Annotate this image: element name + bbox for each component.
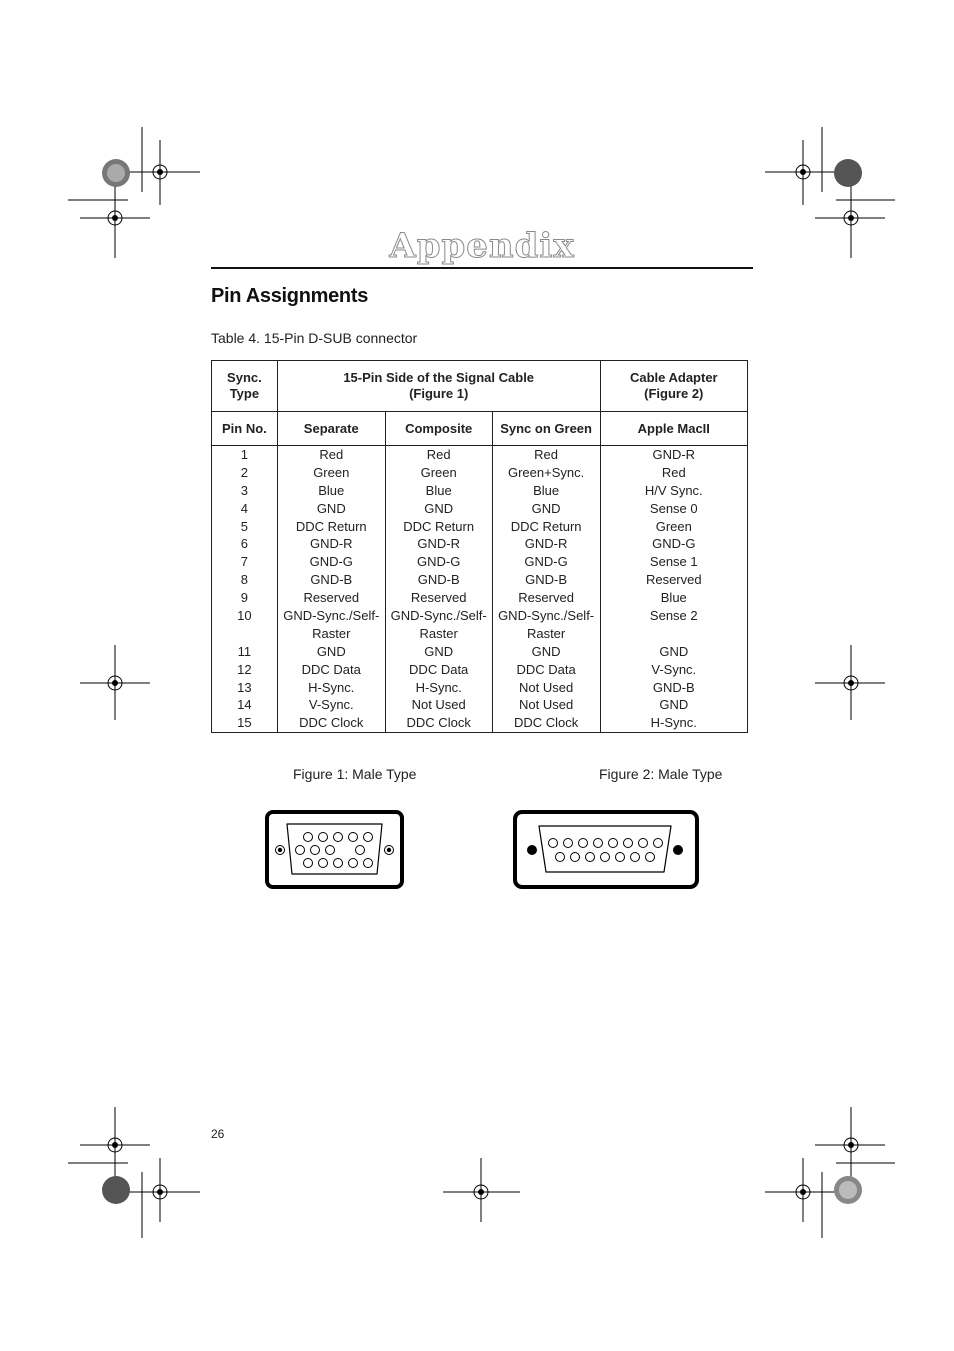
figure1-caption: Figure 1: Male Type	[293, 766, 417, 782]
table-cell: H-Sync.	[650, 715, 697, 731]
column-apple-macii	[600, 446, 747, 733]
table-cell: DDC Data	[516, 661, 576, 677]
table-cell: 12	[237, 661, 252, 677]
table-cell: Green	[313, 464, 350, 480]
table-cell: DDC Data	[301, 661, 361, 677]
table-cell: GND	[659, 643, 689, 659]
figure2-connector-diagram	[513, 810, 699, 890]
heading-divider	[211, 267, 753, 269]
table-cell: V-Sync.	[651, 661, 697, 677]
pin-assignment-table	[211, 360, 748, 733]
header-signal-cable: 15-Pin Side of the Signal Cable (Figure 1)	[277, 361, 600, 412]
table-cell: GND-R	[652, 447, 696, 462]
table-cell: H-Sync.	[308, 679, 355, 695]
table-cell: GND-Sync./Self-	[283, 608, 380, 624]
table-cell: Red	[661, 464, 686, 480]
table-cell: V-Sync.	[308, 697, 354, 713]
table-cell: 9	[240, 590, 249, 606]
table-cell: 2	[240, 464, 249, 480]
column-separate	[277, 446, 385, 733]
column-sync-on-green	[492, 446, 600, 733]
table-cell: GND-Sync./Self-	[390, 608, 487, 624]
table-cell: Blue	[533, 482, 560, 498]
table-cell: GND-G	[652, 536, 696, 552]
table-cell: DDC Return	[510, 518, 582, 534]
table-cell: Green	[655, 518, 692, 534]
table-caption: Table 4. 15-Pin D-SUB connector	[211, 330, 418, 346]
table-cell: DDC Clock	[406, 715, 471, 731]
table-cell: Not Used	[411, 697, 466, 713]
table-cell: DDC Data	[409, 661, 469, 677]
table-cell: Blue	[660, 590, 687, 606]
figure1-connector-diagram	[265, 810, 405, 890]
table-cell: GND-B	[525, 572, 568, 588]
column-pin-no	[212, 446, 278, 733]
table-cell: 5	[240, 518, 249, 534]
table-cell: H-Sync.	[415, 679, 462, 695]
table-cell: GND-B	[310, 572, 353, 588]
table-cell: GND-R	[309, 536, 353, 552]
table-cell: GND-Sync./Self-	[498, 608, 595, 624]
table-cell: Not Used	[519, 679, 574, 695]
column-composite	[385, 446, 492, 733]
table-cell: GND	[424, 643, 454, 659]
table-cell: DDC Clock	[513, 715, 579, 731]
table-cell: H/V Sync.	[644, 482, 703, 498]
table-cell: GND-G	[309, 554, 353, 570]
appendix-heading: Appendix	[389, 226, 575, 266]
table-cell: GND-G	[524, 554, 568, 570]
table-cell: Red	[426, 447, 451, 462]
table-cell: 8	[240, 572, 249, 588]
table-cell: Blue	[425, 482, 452, 498]
table-cell: GND-R	[417, 536, 460, 552]
header-separate: Separate	[277, 412, 385, 446]
figure2-caption: Figure 2: Male Type	[599, 766, 723, 782]
header-pin-no: Pin No.	[212, 412, 278, 446]
table-cell: GND	[424, 500, 454, 516]
table-cell: GND	[316, 643, 346, 659]
table-cell: DDC Clock	[299, 715, 364, 731]
table-cell: Raster	[312, 625, 351, 641]
table-cell: Red	[534, 447, 559, 462]
table-cell: Blue	[318, 482, 345, 498]
table-cell: GND	[531, 500, 561, 516]
table-cell: Sense 1	[649, 554, 698, 570]
table-cell: GND	[659, 697, 689, 713]
header-apple-macii: Apple MacII	[600, 412, 747, 446]
table-cell: 3	[240, 482, 249, 498]
table-cell: 7	[240, 554, 249, 570]
table-cell: 1	[240, 447, 249, 462]
table-cell: Reserved	[410, 590, 467, 606]
table-cell: Sense 0	[649, 500, 698, 516]
table-cell: 11	[237, 643, 252, 659]
header-composite: Composite	[385, 412, 492, 446]
page-number: 26	[211, 1127, 225, 1141]
table-cell: 15	[237, 715, 252, 731]
table-cell: GND-R	[524, 536, 568, 552]
table-cell: GND	[531, 643, 561, 659]
table-cell: 10	[237, 608, 252, 624]
table-body-row	[212, 446, 748, 733]
header-sync-type: Sync. Type	[212, 361, 278, 412]
table-cell: Reserved	[518, 590, 574, 606]
table-cell: Red	[319, 447, 344, 462]
table-cell: GND-G	[417, 554, 461, 570]
table-cell: Raster	[419, 625, 458, 641]
table-cell: Sense 2	[649, 608, 698, 624]
table-cell: DDC Return	[295, 518, 367, 534]
table-cell: 6	[240, 536, 249, 552]
table-cell: Raster	[526, 625, 566, 641]
table-cell	[601, 625, 747, 643]
table-cell: GND	[316, 500, 346, 516]
table-cell: GND-B	[652, 679, 695, 695]
table-cell: 4	[240, 500, 249, 516]
table-cell: Not Used	[519, 697, 574, 713]
table-cell: 14	[237, 697, 252, 713]
table-cell: Reserved	[645, 572, 702, 588]
header-sync-on-green: Sync on Green	[492, 412, 600, 446]
table-cell: Green	[420, 464, 457, 480]
table-cell: 13	[237, 679, 252, 695]
section-title: Pin Assignments	[211, 285, 369, 307]
table-cell: Green+Sync.	[507, 464, 585, 480]
table-subheader-row	[212, 412, 748, 446]
table-cell: GND-B	[417, 572, 460, 588]
table-header-row	[212, 361, 748, 412]
table-cell: DDC Return	[403, 518, 475, 534]
table-cell: Reserved	[303, 590, 360, 606]
table-cell	[212, 625, 277, 643]
header-cable-adapter: Cable Adapter (Figure 2)	[600, 361, 747, 412]
